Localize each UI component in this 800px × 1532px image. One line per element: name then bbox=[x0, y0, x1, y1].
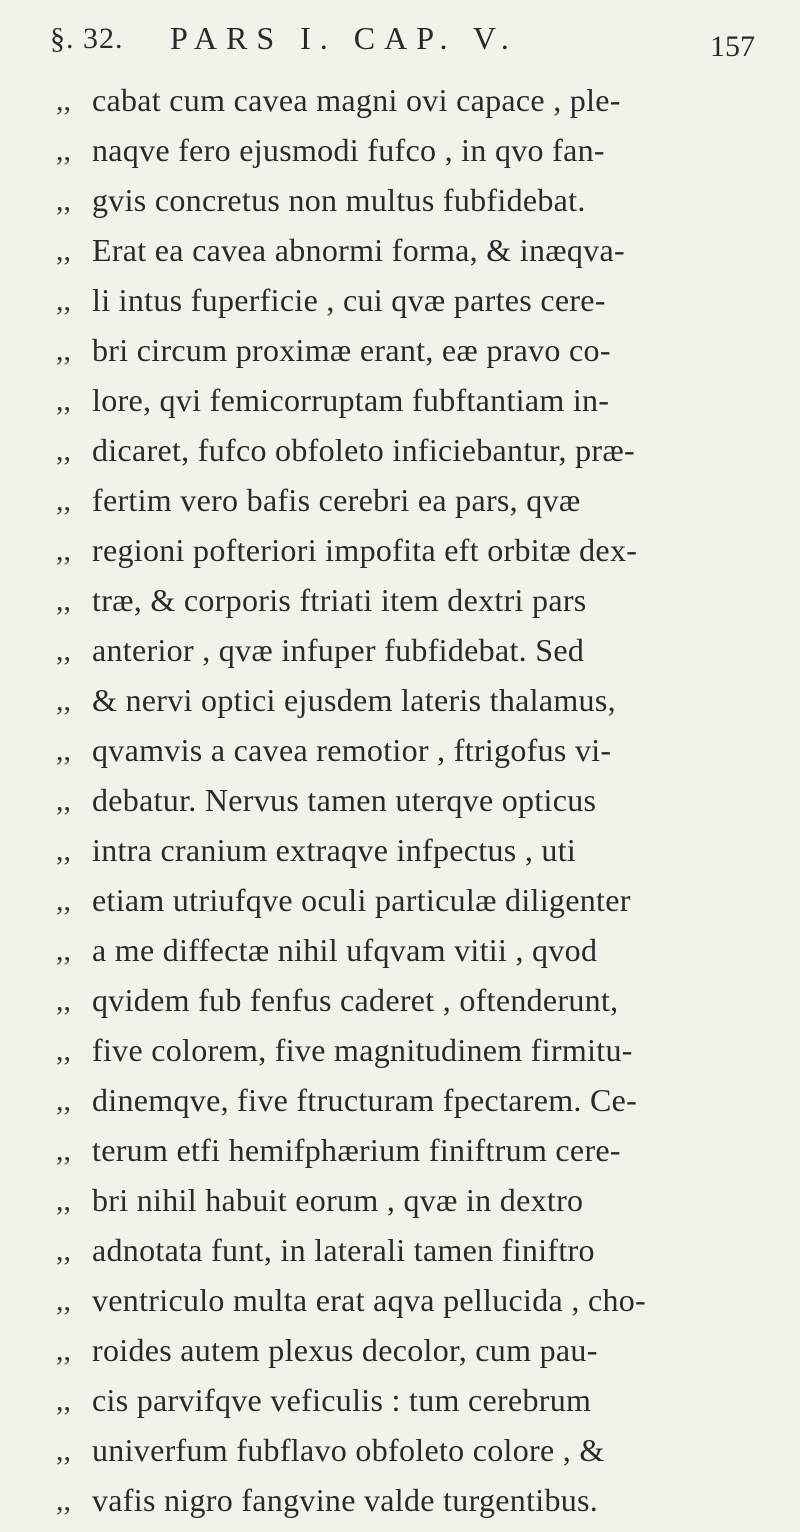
line-text: etiam utriufqve oculi particulæ diligenter bbox=[92, 882, 631, 918]
quotation-mark: ,, bbox=[56, 884, 71, 917]
line-text: dicaret, fufco obfoleto inficiebantur, præ- bbox=[92, 432, 635, 468]
text-line bbox=[56, 782, 796, 832]
text-line bbox=[56, 482, 796, 532]
line-text: træ, & corporis ftriati item dextri pars bbox=[92, 582, 587, 618]
line-text: & nervi optici ejusdem lateris thalamus, bbox=[92, 682, 616, 718]
line-text: qvidem fub fenfus caderet , oftenderunt, bbox=[92, 982, 619, 1018]
text-line bbox=[56, 132, 796, 182]
text-line bbox=[56, 1032, 796, 1082]
line-text: bri circum proximæ erant, eæ pravo co- bbox=[92, 332, 611, 368]
text-line bbox=[56, 582, 796, 632]
text-line bbox=[56, 1082, 796, 1132]
line-text: roides autem plexus decolor, cum pau- bbox=[92, 1332, 598, 1368]
text-line bbox=[56, 382, 796, 432]
line-text: gvis concretus non multus fubfidebat. bbox=[92, 182, 586, 218]
quotation-mark: ,, bbox=[56, 1484, 71, 1517]
text-line bbox=[56, 182, 796, 232]
section-number: §. 32. bbox=[50, 22, 124, 55]
quotation-mark: ,, bbox=[56, 534, 71, 567]
line-text: adnotata funt, in laterali tamen finiftro bbox=[92, 1232, 595, 1268]
text-line bbox=[56, 432, 796, 482]
quotation-mark: ,, bbox=[56, 834, 71, 867]
line-text: debatur. Nervus tamen uterqve opticus bbox=[92, 782, 597, 818]
line-text: naqve fero ejusmodi fufco , in qvo fan- bbox=[92, 132, 605, 168]
quotation-mark: ,, bbox=[56, 934, 71, 967]
quotation-mark: ,, bbox=[56, 1284, 71, 1317]
line-text: a me diffectæ nihil ufqvam vitii , qvod bbox=[92, 932, 598, 968]
text-line bbox=[56, 1182, 796, 1232]
running-title: PARS I. CAP. V. bbox=[170, 20, 518, 56]
line-text: regioni pofteriori impofita eft orbitæ dex- bbox=[92, 532, 638, 568]
text-line bbox=[56, 532, 796, 582]
line-text: five colorem, five magnitudinem firmitu- bbox=[92, 1032, 633, 1068]
quotation-mark: ,, bbox=[56, 1184, 71, 1217]
quotation-mark: ,, bbox=[56, 84, 71, 117]
quotation-mark: ,, bbox=[56, 784, 71, 817]
text-line bbox=[56, 282, 796, 332]
line-text: bri nihil habuit eorum , qvæ in dextro bbox=[92, 1182, 584, 1218]
quotation-mark: ,, bbox=[56, 984, 71, 1017]
line-text: Erat ea cavea abnormi forma, & inæqva- bbox=[92, 232, 625, 268]
text-line bbox=[56, 232, 796, 282]
page-number: 157 bbox=[710, 30, 755, 63]
text-line bbox=[56, 1432, 796, 1482]
line-text: dinemqve, five ftructuram fpectarem. Ce- bbox=[92, 1082, 638, 1118]
text-line bbox=[56, 882, 796, 932]
quotation-mark: ,, bbox=[56, 1134, 71, 1167]
text-line bbox=[56, 632, 796, 682]
line-text: lore, qvi femicorruptam fubftantiam in- bbox=[92, 382, 610, 418]
text-line bbox=[56, 832, 796, 882]
quotation-mark: ,, bbox=[56, 384, 71, 417]
text-line bbox=[56, 1482, 796, 1532]
text-line bbox=[56, 932, 796, 982]
text-line bbox=[56, 1232, 796, 1282]
quotation-mark: ,, bbox=[56, 1434, 71, 1467]
quotation-mark: ,, bbox=[56, 484, 71, 517]
text-line bbox=[56, 1132, 796, 1182]
running-head bbox=[50, 14, 770, 66]
quotation-mark: ,, bbox=[56, 584, 71, 617]
quotation-mark: ,, bbox=[56, 434, 71, 467]
quotation-mark: ,, bbox=[56, 1234, 71, 1267]
line-text: univerfum fubflavo obfoleto colore , & bbox=[92, 1432, 605, 1468]
quotation-mark: ,, bbox=[56, 184, 71, 217]
line-text: intra cranium extraqve infpectus , uti bbox=[92, 832, 577, 868]
quotation-mark: ,, bbox=[56, 684, 71, 717]
quotation-mark: ,, bbox=[56, 234, 71, 267]
line-text: fertim vero bafis cerebri ea pars, qvæ bbox=[92, 482, 581, 518]
line-text: cabat cum cavea magni ovi capace , ple- bbox=[92, 82, 621, 118]
quotation-mark: ,, bbox=[56, 284, 71, 317]
line-text: vafis nigro fangvine valde turgentibus. bbox=[92, 1482, 599, 1518]
text-line bbox=[56, 1332, 796, 1382]
text-line bbox=[56, 682, 796, 732]
quotation-mark: ,, bbox=[56, 1384, 71, 1417]
text-line bbox=[56, 732, 796, 782]
text-line bbox=[56, 332, 796, 382]
line-text: cis parvifqve veficulis : tum cerebrum bbox=[92, 1382, 592, 1418]
quotation-mark: ,, bbox=[56, 334, 71, 367]
line-text: terum etfi hemifphærium finiftrum cere- bbox=[92, 1132, 621, 1168]
line-text: ventriculo multa erat aqva pellucida , cho- bbox=[92, 1282, 647, 1318]
quotation-mark: ,, bbox=[56, 1034, 71, 1067]
quotation-mark: ,, bbox=[56, 734, 71, 767]
line-text: qvamvis a cavea remotior , ftrigofus vi- bbox=[92, 732, 612, 768]
quotation-mark: ,, bbox=[56, 1334, 71, 1367]
line-text: anterior , qvæ infuper fubfidebat. Sed bbox=[92, 632, 585, 668]
body-text bbox=[56, 82, 796, 1532]
text-line bbox=[56, 1382, 796, 1432]
quotation-mark: ,, bbox=[56, 134, 71, 167]
line-text: li intus fuperficie , cui qvæ partes cere- bbox=[92, 282, 606, 318]
text-line bbox=[56, 982, 796, 1032]
text-line bbox=[56, 82, 796, 132]
quotation-mark: ,, bbox=[56, 1084, 71, 1117]
text-line bbox=[56, 1282, 796, 1332]
quotation-mark: ,, bbox=[56, 634, 71, 667]
